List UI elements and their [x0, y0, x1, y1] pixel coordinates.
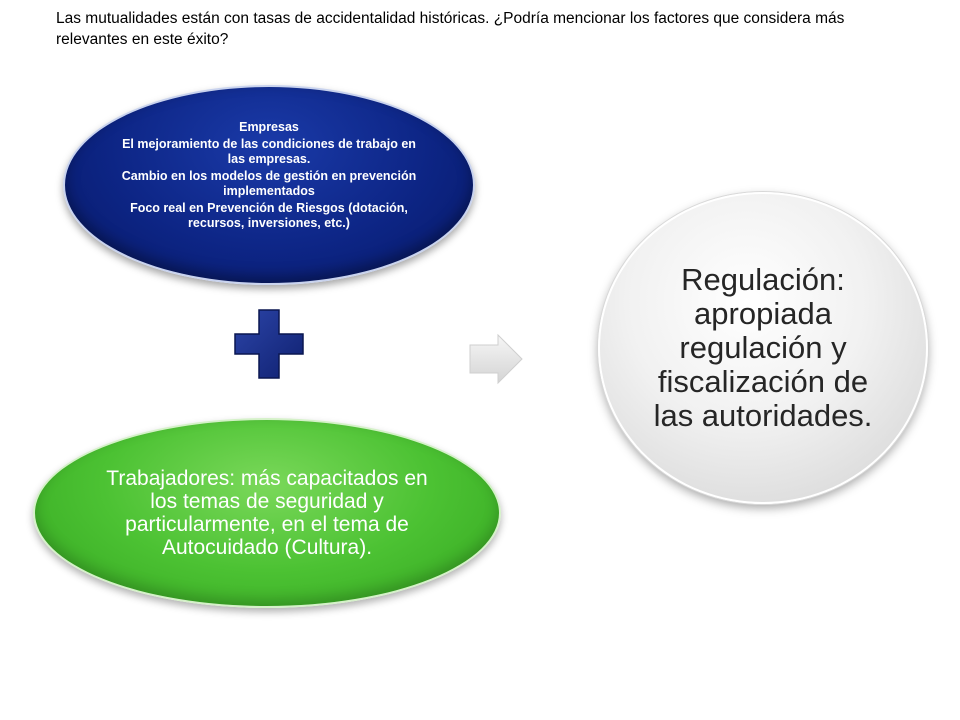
- trabajadores-ellipse: [33, 418, 501, 608]
- arrow-right-icon: [468, 333, 524, 385]
- plus-icon: [233, 308, 305, 380]
- empresas-title: Empresas: [239, 119, 299, 134]
- trabajadores-content: [35, 420, 499, 606]
- regulacion-content: [600, 194, 926, 502]
- empresas-content: [65, 87, 473, 283]
- empresas-item: Foco real en Prevención de Riesgos (dotación, recursos, inversiones, etc.): [130, 200, 408, 230]
- empresas-item: El mejoramiento de las condiciones de trabajo en las empresas.: [122, 136, 416, 166]
- empresas-ellipse: [63, 85, 475, 285]
- empresas-item: Cambio en los modelos de gestión en prevención implementados: [121, 168, 417, 198]
- question-text: Las mutualidades están con tasas de accidentalidad históricas. ¿Podría mencionar los factores que considera más relevantes en este éxito?: [56, 10, 845, 48]
- regulacion-circle: [598, 192, 928, 504]
- regulacion-text: Regulación: apropiada regulación y fiscalización de las autoridades.: [653, 262, 873, 433]
- trabajadores-text: Trabajadores: más capacitados en los temas de seguridad y particularmente, en el tema de Autocuidado (Cultura).: [106, 467, 428, 559]
